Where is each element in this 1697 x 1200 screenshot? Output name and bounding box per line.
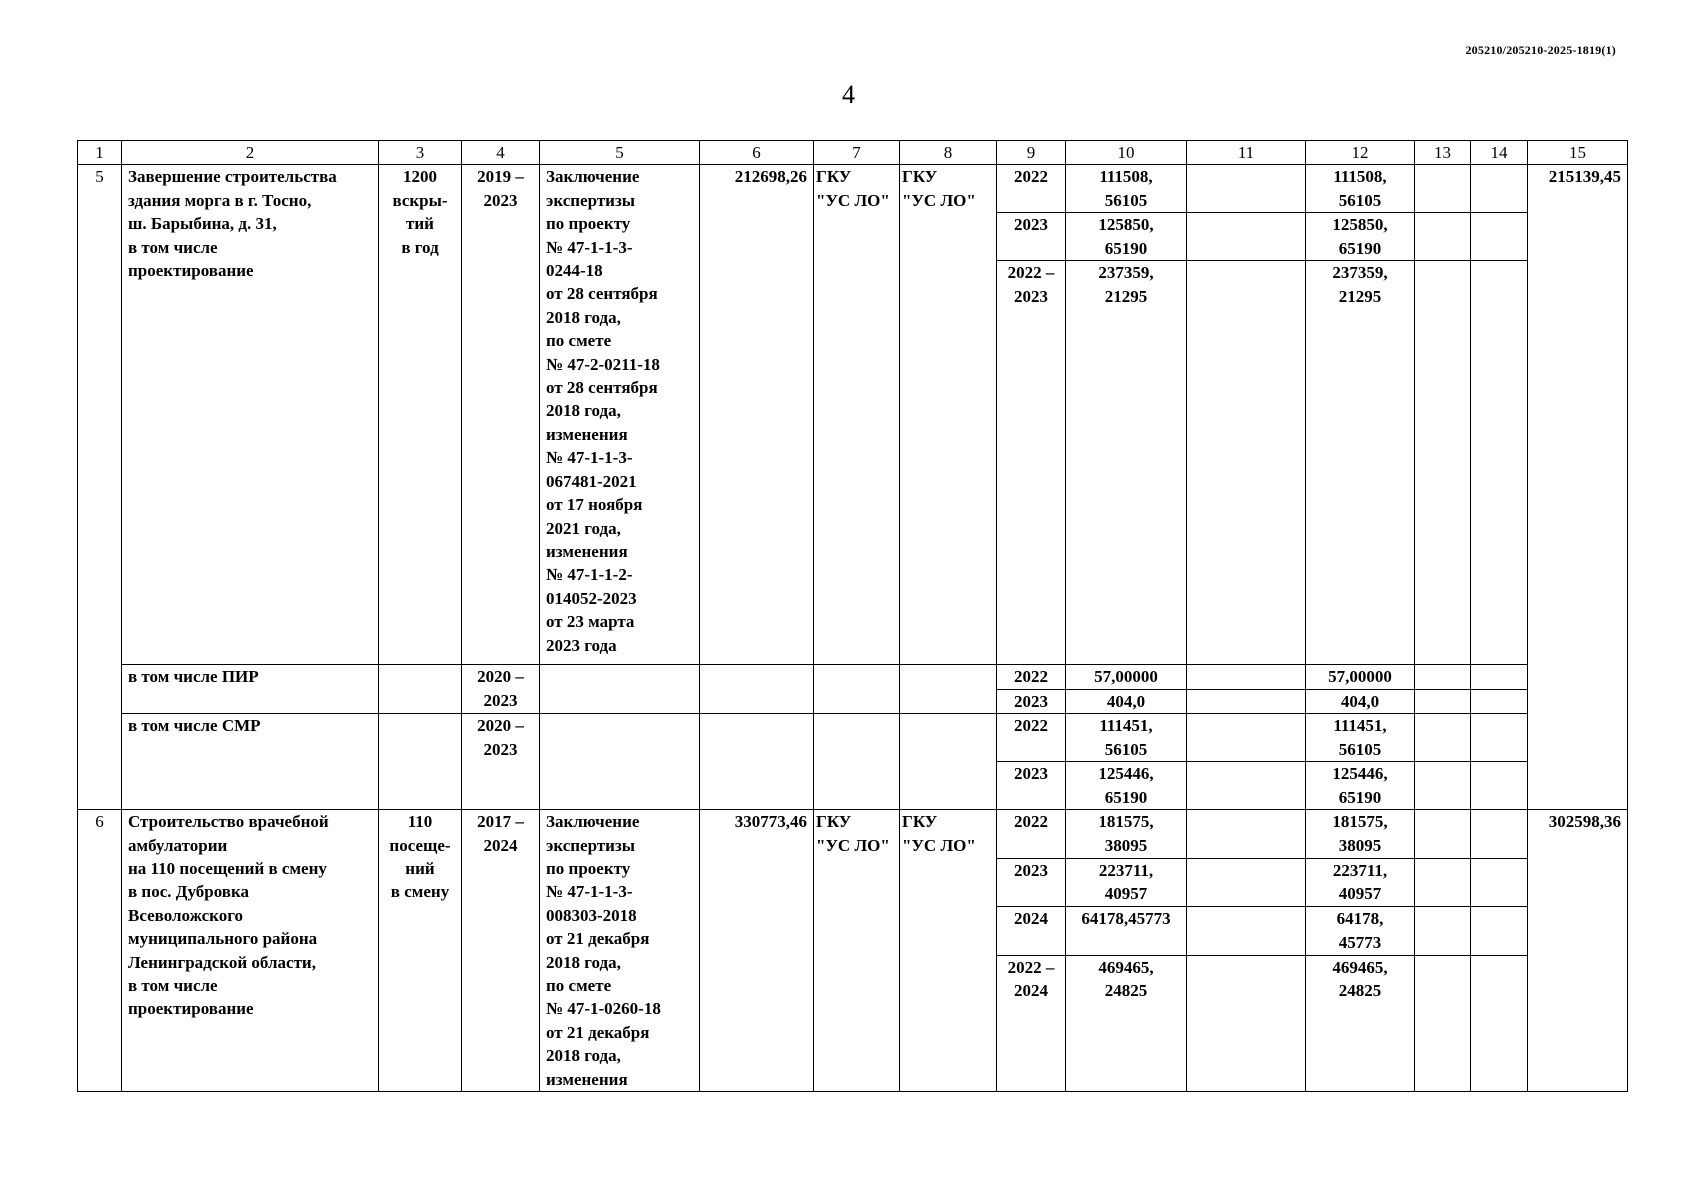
amount-col14 xyxy=(1471,955,1528,1091)
page-number: 4 xyxy=(842,80,855,109)
year: 2022 – 2024 xyxy=(997,955,1066,1091)
col-header-11: 11 xyxy=(1187,141,1306,165)
amount-col14 xyxy=(1471,261,1528,665)
amount-col11 xyxy=(1187,762,1306,810)
table-row xyxy=(78,665,1628,689)
amount-col14 xyxy=(1471,714,1528,762)
amount-col13 xyxy=(1415,762,1471,810)
estimated-cost xyxy=(700,714,814,810)
amount-col11 xyxy=(1187,714,1306,762)
developer xyxy=(900,665,997,714)
year: 2023 xyxy=(997,858,1066,906)
amount-col10: 125850, 65190 xyxy=(1066,213,1187,261)
col-header-3: 3 xyxy=(379,141,462,165)
amount-col13 xyxy=(1415,689,1471,713)
amount-col10: 57,00000 xyxy=(1066,665,1187,689)
amount-col13 xyxy=(1415,261,1471,665)
estimated-cost: 330773,46 xyxy=(700,810,814,1092)
sub-item-label: в том числе ПИР xyxy=(122,665,379,714)
amount-col11 xyxy=(1187,810,1306,858)
amount-col13 xyxy=(1415,714,1471,762)
amount-col11 xyxy=(1187,165,1306,213)
year: 2022 – 2023 xyxy=(997,261,1066,665)
amount-col14 xyxy=(1471,665,1528,689)
amount-col12: 57,00000 xyxy=(1306,665,1415,689)
year: 2022 xyxy=(997,165,1066,213)
year: 2022 xyxy=(997,714,1066,762)
col-header-12: 12 xyxy=(1306,141,1415,165)
developer: ГКУ "УС ЛО" xyxy=(900,810,997,1092)
amount-col14 xyxy=(1471,689,1528,713)
amount-col14 xyxy=(1471,810,1528,858)
object-name: Строительство врачебной амбулатории на 110 посещений в смену в пос. Дубровка Всеволожского муниципального района Ленинградской области, в том числе проектирование xyxy=(122,810,379,1092)
amount-col13 xyxy=(1415,810,1471,858)
document-id: 205210/205210-2025-1819(1) xyxy=(1465,43,1616,57)
col-header-6: 6 xyxy=(700,141,814,165)
amount-col12: 237359, 21295 xyxy=(1306,261,1415,665)
expertise-info: Заключение экспертизы по проекту № 47-1-1-3- 008303-2018 от 21 декабря 2018 года, по смете № 47-1-0260-18 от 21 декабря 2018 года, изменения xyxy=(540,810,700,1092)
amount-col13 xyxy=(1415,665,1471,689)
amount-col12: 111508, 56105 xyxy=(1306,165,1415,213)
col-header-7: 7 xyxy=(814,141,900,165)
estimated-cost: 212698,26 xyxy=(700,165,814,665)
amount-col10: 125446, 65190 xyxy=(1066,762,1187,810)
amount-col12: 223711, 40957 xyxy=(1306,858,1415,906)
amount-col12: 64178, 45773 xyxy=(1306,907,1415,955)
col-header-13: 13 xyxy=(1415,141,1471,165)
capacity xyxy=(379,665,462,714)
amount-col13 xyxy=(1415,165,1471,213)
total-col15: 302598,36 xyxy=(1528,810,1628,1092)
amount-col14 xyxy=(1471,762,1528,810)
estimated-cost xyxy=(700,665,814,714)
amount-col14 xyxy=(1471,213,1528,261)
developer: ГКУ "УС ЛО" xyxy=(900,165,997,665)
table-row xyxy=(78,810,1628,858)
amount-col10: 223711, 40957 xyxy=(1066,858,1187,906)
amount-col10: 111508, 56105 xyxy=(1066,165,1187,213)
amount-col14 xyxy=(1471,858,1528,906)
row-number: 6 xyxy=(78,810,122,1092)
amount-col10: 111451, 56105 xyxy=(1066,714,1187,762)
sub-item-label: в том числе СМР xyxy=(122,714,379,810)
period: 2020 – 2023 xyxy=(462,665,540,714)
developer xyxy=(900,714,997,810)
amount-col13 xyxy=(1415,213,1471,261)
year: 2024 xyxy=(997,907,1066,955)
table-row xyxy=(78,714,1628,762)
amount-col11 xyxy=(1187,213,1306,261)
capacity xyxy=(379,714,462,810)
amount-col10: 237359, 21295 xyxy=(1066,261,1187,665)
amount-col13 xyxy=(1415,858,1471,906)
col-header-1: 1 xyxy=(78,141,122,165)
year: 2023 xyxy=(997,762,1066,810)
expertise-info xyxy=(540,714,700,810)
amount-col14 xyxy=(1471,165,1528,213)
amount-col13 xyxy=(1415,907,1471,955)
col-header-10: 10 xyxy=(1066,141,1187,165)
amount-col10: 181575, 38095 xyxy=(1066,810,1187,858)
amount-col13 xyxy=(1415,955,1471,1091)
col-header-5: 5 xyxy=(540,141,700,165)
period: 2019 – 2023 xyxy=(462,165,540,665)
period: 2017 – 2024 xyxy=(462,810,540,1092)
expertise-info xyxy=(540,665,700,714)
capacity: 110 посеще- ний в смену xyxy=(379,810,462,1092)
object-name: Завершение строительства здания морга в г. Тосно, ш. Барыбина, д. 31, в том числе проектирование xyxy=(122,165,379,665)
amount-col12: 125446, 65190 xyxy=(1306,762,1415,810)
col-header-4: 4 xyxy=(462,141,540,165)
col-header-2: 2 xyxy=(122,141,379,165)
customer: ГКУ "УС ЛО" xyxy=(814,165,900,665)
header-row xyxy=(78,141,1628,165)
amount-col12: 469465, 24825 xyxy=(1306,955,1415,1091)
amount-col11 xyxy=(1187,907,1306,955)
row-number: 5 xyxy=(78,165,122,810)
customer: ГКУ "УС ЛО" xyxy=(814,810,900,1092)
amount-col12: 181575, 38095 xyxy=(1306,810,1415,858)
amount-col11 xyxy=(1187,689,1306,713)
amount-col12: 111451, 56105 xyxy=(1306,714,1415,762)
amount-col12: 125850, 65190 xyxy=(1306,213,1415,261)
col-header-9: 9 xyxy=(997,141,1066,165)
year: 2022 xyxy=(997,665,1066,689)
year: 2023 xyxy=(997,213,1066,261)
col-header-14: 14 xyxy=(1471,141,1528,165)
col-header-15: 15 xyxy=(1528,141,1628,165)
amount-col10: 404,0 xyxy=(1066,689,1187,713)
amount-col11 xyxy=(1187,858,1306,906)
amount-col12: 404,0 xyxy=(1306,689,1415,713)
customer xyxy=(814,665,900,714)
col-header-8: 8 xyxy=(900,141,997,165)
financing-table xyxy=(77,140,1628,1092)
table-row xyxy=(78,165,1628,213)
amount-col11 xyxy=(1187,955,1306,1091)
capacity: 1200 вскры- тий в год xyxy=(379,165,462,665)
customer xyxy=(814,714,900,810)
amount-col11 xyxy=(1187,261,1306,665)
period: 2020 – 2023 xyxy=(462,714,540,810)
amount-col11 xyxy=(1187,665,1306,689)
amount-col14 xyxy=(1471,907,1528,955)
expertise-info: Заключение экспертизы по проекту № 47-1-1-3- 0244-18 от 28 сентября 2018 года, по смете № 47-2-0211-18 от 28 сентября 2018 года, изменения № 47-1-1-3- 067481-2021 от 17 ноября 2021 года, изменения № 47-1-1-2- 014052-2023 от 23 марта 2023 года xyxy=(540,165,700,665)
year: 2022 xyxy=(997,810,1066,858)
amount-col10: 469465, 24825 xyxy=(1066,955,1187,1091)
amount-col10: 64178,45773 xyxy=(1066,907,1187,955)
year: 2023 xyxy=(997,689,1066,713)
total-col15: 215139,45 xyxy=(1528,165,1628,810)
